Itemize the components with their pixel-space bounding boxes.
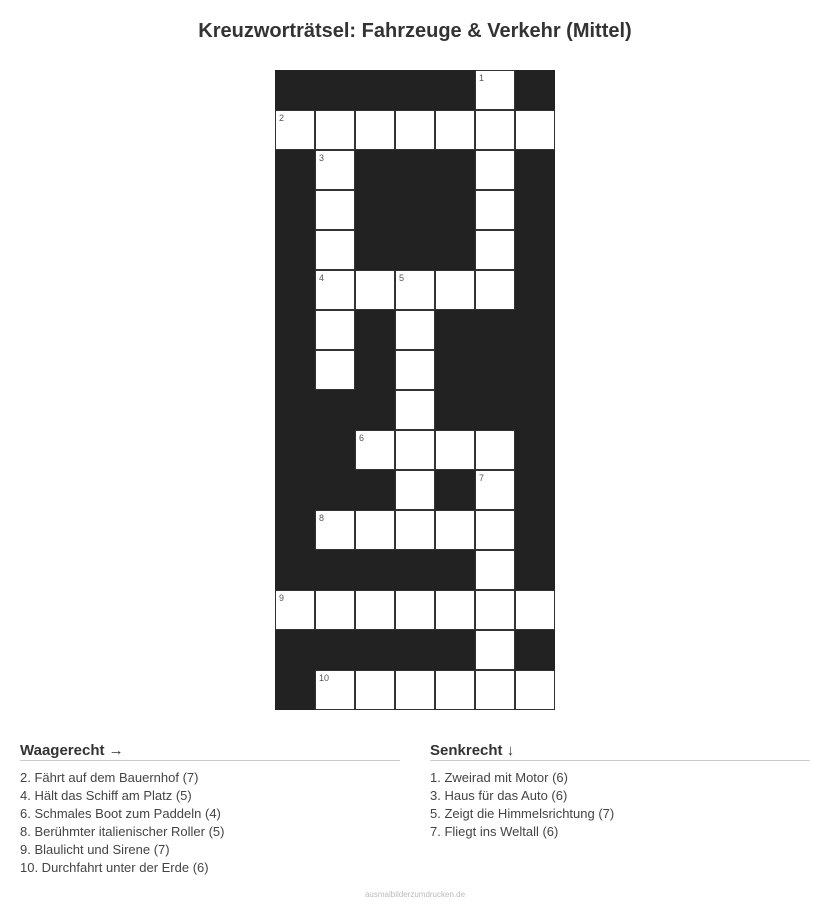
crossword-cell[interactable] xyxy=(395,670,435,710)
clue-number: 2 xyxy=(279,113,285,123)
crossword-block xyxy=(355,70,395,110)
crossword-block xyxy=(275,470,315,510)
crossword-block xyxy=(275,550,315,590)
crossword-cell[interactable] xyxy=(475,110,515,150)
crossword-block xyxy=(395,190,435,230)
crossword-block xyxy=(435,470,475,510)
crossword-block xyxy=(435,550,475,590)
crossword-cell[interactable] xyxy=(475,470,515,510)
crossword-cell[interactable] xyxy=(475,430,515,470)
crossword-block xyxy=(515,430,555,470)
clue-number: 4 xyxy=(319,273,325,283)
crossword-cell[interactable] xyxy=(355,270,395,310)
crossword-cell[interactable] xyxy=(355,510,395,550)
clue-number: 5 xyxy=(399,273,405,283)
crossword-cell[interactable] xyxy=(475,270,515,310)
crossword-cell[interactable] xyxy=(315,350,355,390)
crossword-block xyxy=(475,310,515,350)
crossword-block xyxy=(315,550,355,590)
clue-item: 2. Fährt auf dem Bauernhof (7) xyxy=(20,770,199,785)
crossword-block xyxy=(515,150,555,190)
crossword-cell[interactable] xyxy=(315,510,355,550)
down-clues xyxy=(430,742,810,841)
crossword-cell[interactable] xyxy=(475,190,515,230)
across-clue-list xyxy=(20,769,400,877)
crossword-cell[interactable] xyxy=(435,430,475,470)
crossword-block xyxy=(275,70,315,110)
crossword-block xyxy=(275,150,315,190)
crossword-cell[interactable] xyxy=(355,430,395,470)
crossword-block xyxy=(435,150,475,190)
crossword-cell[interactable] xyxy=(315,270,355,310)
clue-item: 4. Hält das Schiff am Platz (5) xyxy=(20,788,192,803)
crossword-block xyxy=(435,190,475,230)
crossword-block xyxy=(275,190,315,230)
crossword-block xyxy=(275,670,315,710)
crossword-cell[interactable] xyxy=(515,670,555,710)
crossword-block xyxy=(355,310,395,350)
crossword-block xyxy=(515,230,555,270)
crossword-cell[interactable] xyxy=(475,590,515,630)
crossword-block xyxy=(355,390,395,430)
clue-item: 8. Berühmter italienischer Roller (5) xyxy=(20,824,225,839)
crossword-cell[interactable] xyxy=(315,150,355,190)
crossword-block xyxy=(515,630,555,670)
clue-number: 7 xyxy=(479,473,485,483)
crossword-block xyxy=(315,390,355,430)
crossword-cell[interactable] xyxy=(395,470,435,510)
crossword-cell[interactable] xyxy=(355,590,395,630)
crossword-block xyxy=(395,70,435,110)
crossword-block xyxy=(275,350,315,390)
crossword-cell[interactable] xyxy=(395,310,435,350)
crossword-block xyxy=(355,190,395,230)
crossword-block xyxy=(435,70,475,110)
crossword-cell[interactable] xyxy=(395,590,435,630)
crossword-cell[interactable] xyxy=(315,190,355,230)
crossword-block xyxy=(515,270,555,310)
crossword-cell[interactable] xyxy=(395,270,435,310)
clue-number: 8 xyxy=(319,513,325,523)
crossword-block xyxy=(275,310,315,350)
crossword-block xyxy=(355,550,395,590)
crossword-cell[interactable] xyxy=(275,110,315,150)
clue-item: 3. Haus für das Auto (6) xyxy=(430,788,568,803)
crossword-block xyxy=(435,630,475,670)
crossword-block xyxy=(275,230,315,270)
crossword-cell[interactable] xyxy=(315,310,355,350)
clue-number: 10 xyxy=(319,673,330,683)
clue-item: 1. Zweirad mit Motor (6) xyxy=(430,770,568,785)
crossword-block xyxy=(355,470,395,510)
crossword-cell[interactable] xyxy=(395,430,435,470)
crossword-cell[interactable] xyxy=(355,670,395,710)
crossword-block xyxy=(315,430,355,470)
crossword-cell[interactable] xyxy=(315,670,355,710)
crossword-cell[interactable] xyxy=(395,390,435,430)
crossword-block xyxy=(435,310,475,350)
crossword-block xyxy=(275,630,315,670)
crossword-cell[interactable] xyxy=(475,150,515,190)
crossword-cell[interactable] xyxy=(395,350,435,390)
crossword-cell[interactable] xyxy=(435,110,475,150)
crossword-block xyxy=(315,630,355,670)
crossword-block xyxy=(515,510,555,550)
crossword-block xyxy=(515,350,555,390)
crossword-block xyxy=(435,230,475,270)
clue-item: 6. Schmales Boot zum Paddeln (4) xyxy=(20,806,221,821)
crossword-block xyxy=(355,150,395,190)
crossword-block xyxy=(315,70,355,110)
clue-item: 5. Zeigt die Himmelsrichtung (7) xyxy=(430,806,615,821)
crossword-block xyxy=(275,270,315,310)
page-title: Kreuzworträtsel: Fahrzeuge & Verkehr (Mittel) xyxy=(198,20,632,42)
footer-credit: ausmalbilderzumdrucken.de xyxy=(364,890,466,899)
down-heading: Senkrecht ↓ xyxy=(430,742,810,761)
crossword-cell[interactable] xyxy=(395,510,435,550)
clue-number: 6 xyxy=(359,433,365,443)
crossword-cell[interactable] xyxy=(515,590,555,630)
crossword-cell[interactable] xyxy=(435,670,475,710)
crossword-cell[interactable] xyxy=(515,110,555,150)
crossword-block xyxy=(515,310,555,350)
crossword-block xyxy=(395,550,435,590)
crossword-cell[interactable] xyxy=(395,110,435,150)
crossword-block xyxy=(475,390,515,430)
crossword-cell[interactable] xyxy=(475,510,515,550)
crossword-block xyxy=(275,390,315,430)
crossword-block xyxy=(395,230,435,270)
crossword-block xyxy=(355,630,395,670)
crossword-block xyxy=(515,470,555,510)
crossword-block xyxy=(275,430,315,470)
clue-number: 3 xyxy=(319,153,325,163)
across-heading: Waagerecht → xyxy=(20,742,400,761)
crossword-block xyxy=(515,70,555,110)
crossword-cell[interactable] xyxy=(315,590,355,630)
clue-item: 7. Fliegt ins Weltall (6) xyxy=(430,824,559,839)
crossword-cell[interactable] xyxy=(355,110,395,150)
crossword-block xyxy=(435,390,475,430)
clue-number: 1 xyxy=(479,73,485,83)
crossword-block xyxy=(355,350,395,390)
down-clue-list xyxy=(430,769,810,841)
clue-number: 9 xyxy=(279,593,285,603)
crossword-cell[interactable] xyxy=(435,270,475,310)
crossword-cell[interactable] xyxy=(475,70,515,110)
clue-item: 9. Blaulicht und Sirene (7) xyxy=(20,842,170,857)
crossword-cell[interactable] xyxy=(275,590,315,630)
crossword-block xyxy=(475,350,515,390)
crossword-block xyxy=(275,510,315,550)
crossword-block xyxy=(355,230,395,270)
crossword-block xyxy=(315,470,355,510)
crossword-block xyxy=(515,190,555,230)
crossword-cell[interactable] xyxy=(315,110,355,150)
crossword-cell[interactable] xyxy=(435,590,475,630)
crossword-cell[interactable] xyxy=(475,230,515,270)
crossword-cell[interactable] xyxy=(435,510,475,550)
crossword-block xyxy=(395,630,435,670)
across-clues xyxy=(20,742,400,877)
crossword-cell[interactable] xyxy=(475,550,515,590)
clue-item: 10. Durchfahrt unter der Erde (6) xyxy=(20,860,209,875)
crossword-grid xyxy=(275,70,555,710)
crossword-block xyxy=(435,350,475,390)
crossword-cell[interactable] xyxy=(475,630,515,670)
crossword-block xyxy=(395,150,435,190)
crossword-cell[interactable] xyxy=(475,670,515,710)
crossword-cell[interactable] xyxy=(315,230,355,270)
crossword-block xyxy=(515,550,555,590)
crossword-block xyxy=(515,390,555,430)
